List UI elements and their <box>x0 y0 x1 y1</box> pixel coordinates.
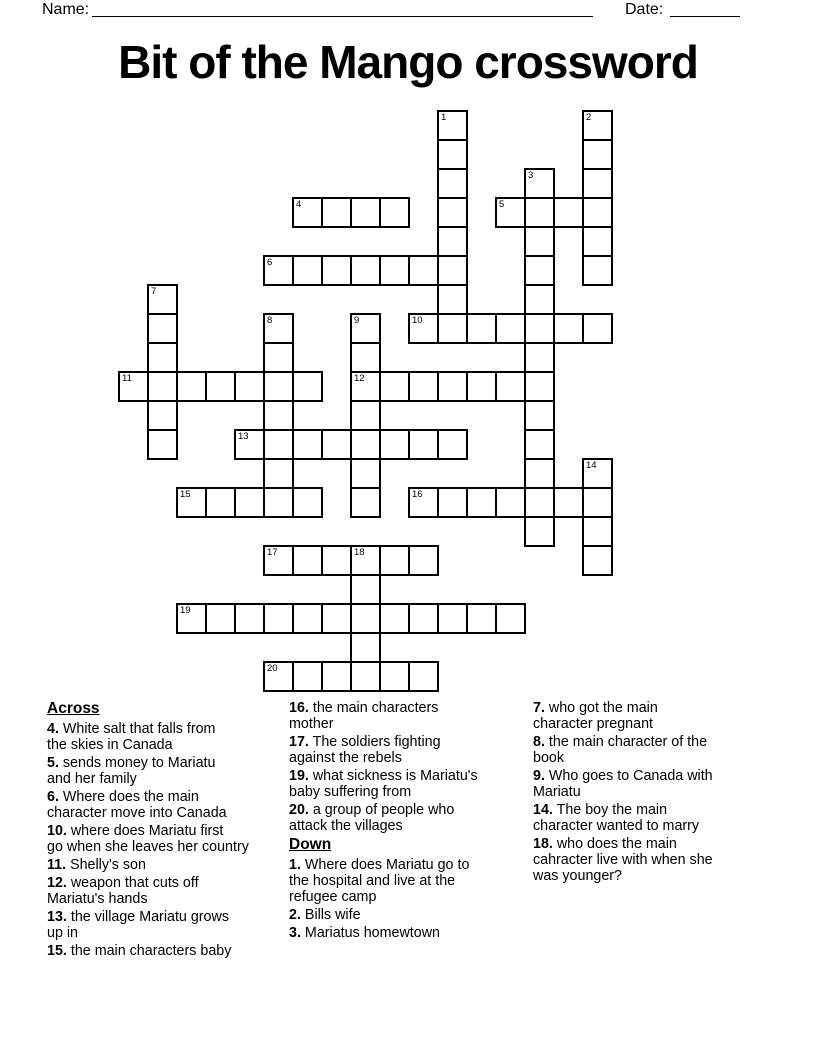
down-header: Down <box>289 836 332 853</box>
grid-cell[interactable] <box>292 545 323 576</box>
grid-cell[interactable] <box>321 661 352 692</box>
grid-cell[interactable] <box>292 371 323 402</box>
clue-4 <box>47 721 249 753</box>
grid-cell[interactable] <box>524 487 555 518</box>
cell-number: 1 <box>441 112 447 123</box>
cell-number: 10 <box>412 315 423 326</box>
clue-line: baby suffering from <box>289 784 412 800</box>
clue-8 <box>533 734 713 766</box>
grid-cell[interactable] <box>495 371 526 402</box>
grid-cell[interactable] <box>524 458 555 489</box>
grid-cell[interactable] <box>553 197 584 228</box>
clue-number: 17. <box>289 734 309 750</box>
grid-cell[interactable] <box>495 487 526 518</box>
grid-cell[interactable] <box>263 545 294 576</box>
grid-cell[interactable] <box>379 603 410 634</box>
clue-line: 12. weapon that cuts off <box>47 875 199 891</box>
clue-11 <box>47 857 249 873</box>
grid-cell[interactable] <box>524 429 555 460</box>
grid-cell[interactable] <box>524 226 555 257</box>
clue-line: cahracter live with when she <box>533 852 713 868</box>
cell-number: 5 <box>499 199 505 210</box>
date-label: Date: <box>625 1 664 18</box>
clue-line: 7. who got the main <box>533 700 658 716</box>
clue-line: the hospital and live at the <box>289 873 456 889</box>
grid-cell[interactable] <box>524 400 555 431</box>
grid-cell[interactable] <box>379 197 410 228</box>
grid-cell[interactable] <box>524 516 555 547</box>
grid-cell[interactable] <box>263 255 294 286</box>
grid-cell[interactable] <box>437 139 468 170</box>
grid-cell[interactable] <box>176 371 207 402</box>
grid-cell[interactable] <box>582 458 613 489</box>
grid-cell[interactable] <box>582 226 613 257</box>
grid-cell[interactable] <box>321 603 352 634</box>
grid-cell[interactable] <box>524 313 555 344</box>
clue-line: was younger? <box>533 868 623 884</box>
clue-3 <box>289 925 478 941</box>
grid-cell[interactable] <box>466 371 497 402</box>
grid-cell[interactable] <box>176 603 207 634</box>
cell-number: 9 <box>354 315 360 326</box>
cell-number: 20 <box>267 663 278 674</box>
grid-cell[interactable] <box>350 632 381 663</box>
grid-cell[interactable] <box>350 313 381 344</box>
clue-10 <box>47 823 249 855</box>
clue-number: 18. <box>533 836 553 852</box>
clue-line: 5. sends money to Mariatu <box>47 755 216 771</box>
clue-line: 6. Where does the main <box>47 789 199 805</box>
grid-cell[interactable] <box>379 429 410 460</box>
clue-line: character move into Canada <box>47 805 227 821</box>
grid-cell[interactable] <box>437 371 468 402</box>
clue-number: 14. <box>533 802 553 818</box>
grid-cell[interactable] <box>350 661 381 692</box>
grid-cell[interactable] <box>437 284 468 315</box>
clue-line: 13. the village Mariatu grows <box>47 909 229 925</box>
grid-cell[interactable] <box>437 197 468 228</box>
grid-cell[interactable] <box>176 487 207 518</box>
grid-cell[interactable] <box>524 197 555 228</box>
clue-line: 8. the main character of the <box>533 734 708 750</box>
clue-line: 19. what sickness is Mariatu's <box>289 768 478 784</box>
name-label: Name: <box>42 1 90 18</box>
name-blank-line <box>92 0 593 17</box>
clue-19 <box>289 768 478 800</box>
grid-cell[interactable] <box>350 545 381 576</box>
clue-5 <box>47 755 249 787</box>
grid-cell[interactable] <box>350 574 381 605</box>
clue-number: 10. <box>47 823 67 839</box>
grid-cell[interactable] <box>263 458 294 489</box>
grid-cell[interactable] <box>466 313 497 344</box>
cell-number: 14 <box>586 460 597 471</box>
grid-cell[interactable] <box>263 313 294 344</box>
clue-number: 2. <box>289 907 301 923</box>
grid-cell[interactable] <box>234 603 265 634</box>
grid-cell[interactable] <box>582 487 613 518</box>
grid-cell[interactable] <box>263 661 294 692</box>
grid-cell[interactable] <box>379 545 410 576</box>
grid-cell[interactable] <box>147 400 178 431</box>
cell-number: 7 <box>151 286 157 297</box>
grid-cell[interactable] <box>524 284 555 315</box>
clue-line: 9. Who goes to Canada with <box>533 768 713 784</box>
grid-cell[interactable] <box>292 197 323 228</box>
clue-number: 1. <box>289 857 301 873</box>
clue-number: 6. <box>47 789 59 805</box>
grid-cell[interactable] <box>466 487 497 518</box>
clue-17 <box>289 734 478 766</box>
grid-cell[interactable] <box>437 168 468 199</box>
across-header: Across <box>47 700 100 717</box>
grid-cell[interactable] <box>582 139 613 170</box>
grid-cell[interactable] <box>147 342 178 373</box>
grid-cell[interactable] <box>292 603 323 634</box>
cell-number: 16 <box>412 489 423 500</box>
clue-6 <box>47 789 249 821</box>
clue-line: 10. where does Mariatu first <box>47 823 224 839</box>
grid-cell[interactable] <box>321 255 352 286</box>
clue-number: 11. <box>47 857 67 873</box>
grid-cell[interactable] <box>524 371 555 402</box>
clue-line: 15. the main characters baby <box>47 943 232 959</box>
grid-cell[interactable] <box>118 371 149 402</box>
clue-line: 14. The boy the main <box>533 802 668 818</box>
grid-cell[interactable] <box>321 197 352 228</box>
grid-cell[interactable] <box>437 313 468 344</box>
cell-number: 11 <box>122 373 132 384</box>
grid-cell[interactable] <box>263 487 294 518</box>
clue-line: up in <box>47 925 79 941</box>
clue-number: 15. <box>47 943 67 959</box>
grid-cell[interactable] <box>582 516 613 547</box>
clue-line: 2. Bills wife <box>289 907 361 923</box>
grid-cell[interactable] <box>408 545 439 576</box>
clue-number: 3. <box>289 925 301 941</box>
grid-cell[interactable] <box>408 255 439 286</box>
grid-cell[interactable] <box>582 255 613 286</box>
clue-line: and her family <box>47 771 137 787</box>
grid-cell[interactable] <box>582 545 613 576</box>
grid-cell[interactable] <box>147 313 178 344</box>
grid-cell[interactable] <box>321 545 352 576</box>
clue-16 <box>289 700 478 732</box>
clue-line: mother <box>289 716 334 732</box>
clue-line: 4. White salt that falls from <box>47 721 216 737</box>
grid-cell[interactable] <box>495 603 526 634</box>
grid-cell[interactable] <box>524 342 555 373</box>
clue-line: against the rebels <box>289 750 402 766</box>
grid-cell[interactable] <box>350 603 381 634</box>
grid-cell[interactable] <box>292 255 323 286</box>
cell-number: 8 <box>267 315 273 326</box>
clue-line: 1. Where does Mariatu go to <box>289 857 470 873</box>
grid-cell[interactable] <box>147 284 178 315</box>
grid-cell[interactable] <box>582 168 613 199</box>
grid-cell[interactable] <box>350 197 381 228</box>
grid-cell[interactable] <box>321 429 352 460</box>
grid-cell[interactable] <box>263 371 294 402</box>
clue-number: 5. <box>47 755 59 771</box>
grid-cell[interactable] <box>408 487 439 518</box>
cell-number: 19 <box>180 605 191 616</box>
clue-line: character pregnant <box>533 716 654 732</box>
clue-line: refugee camp <box>289 889 377 905</box>
grid-cell[interactable] <box>524 168 555 199</box>
cell-number: 12 <box>354 373 365 384</box>
grid-cell[interactable] <box>263 342 294 373</box>
grid-cell[interactable] <box>205 371 236 402</box>
clue-12 <box>47 875 249 907</box>
clue-9 <box>533 768 713 800</box>
clue-18 <box>533 836 713 884</box>
grid-cell[interactable] <box>495 197 526 228</box>
grid-cell[interactable] <box>582 313 613 344</box>
clue-13 <box>47 909 249 941</box>
grid-cell[interactable] <box>350 487 381 518</box>
clue-line: Mariatu's hands <box>47 891 148 907</box>
cell-number: 4 <box>296 199 302 210</box>
clue-line: character wanted to marry <box>533 818 700 834</box>
clue-14 <box>533 802 713 834</box>
clue-15 <box>47 943 249 959</box>
cell-number: 3 <box>528 170 534 181</box>
grid-cell[interactable] <box>437 226 468 257</box>
clues-column-1 <box>47 700 249 961</box>
grid-cell[interactable] <box>553 487 584 518</box>
grid-cell[interactable] <box>408 371 439 402</box>
grid-cell[interactable] <box>379 661 410 692</box>
clue-number: 16. <box>289 700 309 716</box>
clue-number: 13. <box>47 909 67 925</box>
grid-cell[interactable] <box>437 487 468 518</box>
clue-line: go when she leaves her country <box>47 839 249 855</box>
grid-cell[interactable] <box>582 110 613 141</box>
grid-cell[interactable] <box>234 487 265 518</box>
grid-cell[interactable] <box>147 429 178 460</box>
grid-cell[interactable] <box>234 371 265 402</box>
grid-cell[interactable] <box>263 603 294 634</box>
grid-cell[interactable] <box>350 371 381 402</box>
grid-cell[interactable] <box>292 429 323 460</box>
clues-column-2 <box>289 700 478 943</box>
grid-cell[interactable] <box>524 255 555 286</box>
clue-line: the skies in Canada <box>47 737 173 753</box>
clue-1 <box>289 857 478 905</box>
grid-cell[interactable] <box>408 603 439 634</box>
clue-line: Mariatu <box>533 784 581 800</box>
grid-cell[interactable] <box>408 661 439 692</box>
clue-line: 11. Shelly's son <box>47 857 146 873</box>
clue-number: 8. <box>533 734 545 750</box>
grid-cell[interactable] <box>263 429 294 460</box>
grid-cell[interactable] <box>379 255 410 286</box>
cell-number: 2 <box>586 112 592 123</box>
grid-cell[interactable] <box>437 603 468 634</box>
clue-line: 16. the main characters <box>289 700 439 716</box>
grid-cell[interactable] <box>292 661 323 692</box>
clue-number: 20. <box>289 802 309 818</box>
clue-line: 3. Mariatus homewtown <box>289 925 440 941</box>
clue-line: 17. The soldiers fighting <box>289 734 441 750</box>
clues-column-3 <box>533 700 713 886</box>
clue-number: 4. <box>47 721 59 737</box>
grid-cell[interactable] <box>582 197 613 228</box>
cell-number: 18 <box>354 547 365 558</box>
clue-20 <box>289 802 478 834</box>
grid-cell[interactable] <box>263 400 294 431</box>
grid-cell[interactable] <box>234 429 265 460</box>
clue-line: 18. who does the main <box>533 836 677 852</box>
cell-number: 13 <box>238 431 249 442</box>
grid-cell[interactable] <box>437 110 468 141</box>
grid-cell[interactable] <box>553 313 584 344</box>
clue-line: 20. a group of people who <box>289 802 455 818</box>
grid-cell[interactable] <box>350 458 381 489</box>
grid-cell[interactable] <box>466 603 497 634</box>
page-title: Bit of the Mango crossword <box>118 36 698 88</box>
grid-cell[interactable] <box>350 400 381 431</box>
clue-line: book <box>533 750 565 766</box>
cell-number: 17 <box>267 547 278 558</box>
clue-number: 12. <box>47 875 67 891</box>
date-blank-line <box>670 0 740 17</box>
grid-cell[interactable] <box>205 487 236 518</box>
clue-7 <box>533 700 713 732</box>
clue-line: attack the villages <box>289 818 403 834</box>
grid-cell[interactable] <box>292 487 323 518</box>
grid-cell[interactable] <box>350 342 381 373</box>
grid-cell[interactable] <box>408 313 439 344</box>
grid-cell[interactable] <box>408 429 439 460</box>
grid-cell[interactable] <box>379 371 410 402</box>
grid-cell[interactable] <box>495 313 526 344</box>
grid-cell[interactable] <box>437 255 468 286</box>
clue-number: 7. <box>533 700 545 716</box>
clue-2 <box>289 907 478 923</box>
clue-number: 9. <box>533 768 545 784</box>
grid-cell[interactable] <box>437 429 468 460</box>
grid-cell[interactable] <box>147 371 178 402</box>
grid-cell[interactable] <box>350 429 381 460</box>
cell-number: 15 <box>180 489 191 500</box>
cell-number: 6 <box>267 257 273 268</box>
grid-cell[interactable] <box>205 603 236 634</box>
clue-number: 19. <box>289 768 309 784</box>
grid-cell[interactable] <box>350 255 381 286</box>
